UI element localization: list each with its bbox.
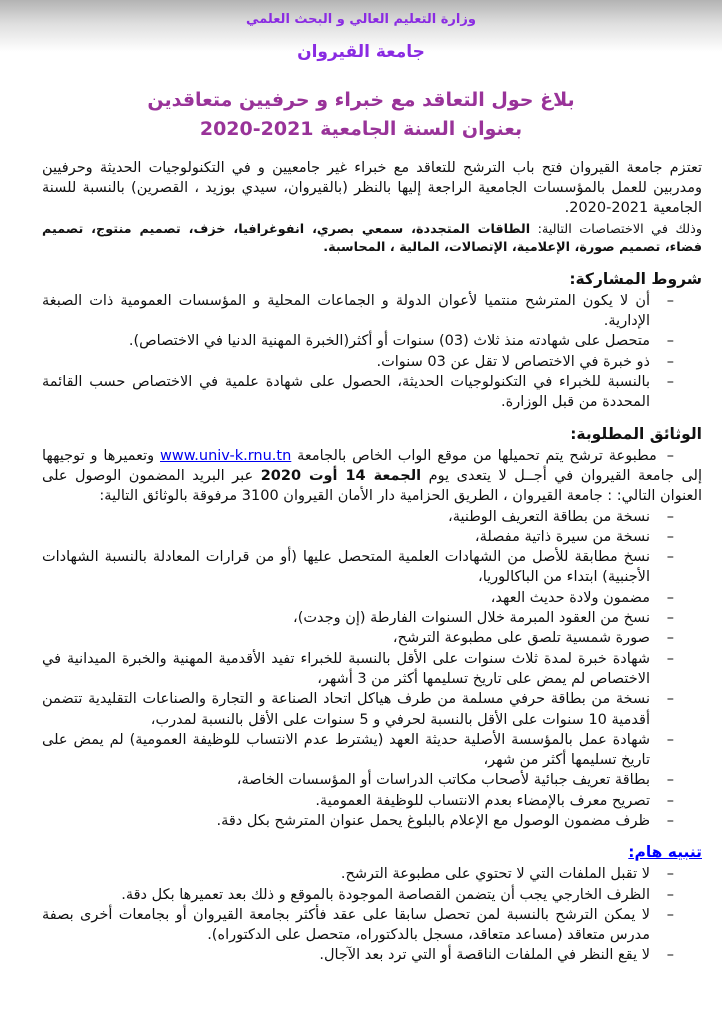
university-website-link[interactable]: www.univ-k.rnu.tn bbox=[160, 447, 292, 464]
specialties-line bbox=[42, 221, 702, 258]
conditions-list bbox=[42, 291, 702, 413]
specialties-prefix: وذلك في الاختصاصات التالية: bbox=[530, 221, 703, 237]
form-download-text: مطبوعة ترشح يتم تحميلها من موقع الواب الخاص بالجامعة bbox=[291, 447, 657, 464]
notice-heading: تنبيه هام: bbox=[628, 843, 702, 862]
conditions-section bbox=[42, 270, 702, 413]
document-item: – نسخة من بطاقة حرفي مسلمة من طرف هياكل اتحاد الصناعة و التجارة والصناعات التقليدية تتضمن أقدمية 10 سنوات على الأقل بالنسبة لحرفي و 5 سنوات على الأقل بالنسبة لمدرب، bbox=[42, 689, 676, 730]
notice-item: – لا يمكن الترشح بالنسبة لمن تحصل سابقا على عقد فأكثر بجامعة القيروان أو بجامعات أخرى بصفة مدرس متعاقد (مساعد متعاقد، مسجل بالدكتوراه، متحصل على الدكتوراه). bbox=[42, 905, 676, 946]
document-item: – تصريح معرف بالإمضاء بعدم الانتساب للوظيفة العمومية. bbox=[42, 791, 676, 811]
document-item-application-form bbox=[42, 446, 702, 507]
documents-heading: الوثائق المطلوبة: bbox=[570, 424, 702, 443]
announcement-title bbox=[0, 86, 722, 145]
form-address-text: عبر البريد المضمون الوصول على العنوان التالي: : جامعة القيروان ، الطريق الحزامية دار الأمان القيروان 3100 مرفوقة بالوثائق التالية: bbox=[42, 467, 702, 505]
document-item: – بطاقة تعريف جبائية لأصحاب مكاتب الدراسات أو المؤسسات الخاصة، bbox=[42, 770, 676, 790]
document-item: – نسخة من سيرة ذاتية مفصلة، bbox=[42, 527, 676, 547]
document-item: – ظرف مضمون الوصول مع الإعلام بالبلوغ يحمل عنوان المترشح بكل دقة. bbox=[42, 811, 676, 831]
condition-item: – متحصل على شهادته منذ ثلاث (03) سنوات أو أكثر(الخبرة المهنية الدنيا في الاختصاص). bbox=[42, 331, 676, 351]
document-item: – شهادة عمل بالمؤسسة الأصلية حديثة العهد (يشترط عدم الانتساب للوظيفة العمومية) لم يمض على تاريخ تسليمها أكثر من شهر، bbox=[42, 730, 676, 771]
university-title: جامعة القيروان bbox=[297, 42, 425, 62]
document-body bbox=[0, 145, 722, 966]
specialties-list: الطاقات المتجددة، سمعي بصري، انفوغرافيا، خزف، تصميم منتوج، تصميم فضاء، تصميم صورة، الإعلامية، الإتصالات، المالية ، المحاسبة. bbox=[42, 221, 702, 256]
intro-paragraph: تعتزم جامعة القيروان فتح باب الترشح للتعاقد مع خبراء غير جامعيين و في التكنولوجيات الحديثة وحرفيين ومدربين للعمل بالمؤسسات الجامعية الراجعة إليها بالنظر (بالقيروان، سيدي بوزيد ، القصرين) بالنسبة للسنة الجامعية 2021-2020. bbox=[42, 159, 702, 217]
condition-item: – بالنسبة للخبراء في التكنولوجيات الحديثة، الحصول على شهادة علمية في الاختصاص حسب القائمة المحددة من قبل الوزارة. bbox=[42, 372, 676, 413]
notice-item: – الظرف الخارجي يجب أن يتضمن القصاصة الموجودة بالموقع و ذلك بعد تعميرها بكل دقة. bbox=[42, 885, 676, 905]
condition-item: – أن لا يكون المترشح منتميا لأعوان الدولة و الجماعات المحلية و المؤسسات العمومية ذات الصبغة الإدارية. bbox=[42, 291, 676, 332]
notice-item: – لا يقع النظر في الملفات الناقصة أو التي ترد بعد الآجال. bbox=[42, 945, 676, 965]
dash-bullet: – bbox=[666, 447, 674, 464]
title-line-1: بلاغ حول التعاقد مع خبراء و حرفيين متعاقدين bbox=[147, 89, 575, 111]
document-header bbox=[0, 0, 722, 145]
notice-section bbox=[42, 843, 702, 965]
ministry-title: وزارة التعليم العالي و البحث العلمي bbox=[246, 12, 476, 27]
deadline-date: الجمعة 14 أوت 2020 bbox=[260, 467, 422, 484]
document-item: – صورة شمسية تلصق على مطبوعة الترشح، bbox=[42, 628, 676, 648]
document-item: – مضمون ولادة حديث العهد، bbox=[42, 588, 676, 608]
document-item: – شهادة خبرة لمدة ثلاث سنوات على الأقل بالنسبة للخبراء تفيد الأقدمية المهنية والخبرة الميدانية في الاختصاص لم يمض على تاريخ تسليمها أكثر من 3 أشهر، bbox=[42, 649, 676, 690]
condition-item: – ذو خبرة في الاختصاص لا تقل عن 03 سنوات. bbox=[42, 352, 676, 372]
documents-list bbox=[42, 507, 702, 832]
document-item: – نسخ من العقود المبرمة خلال السنوات الفارطة (إن وجدت)، bbox=[42, 608, 676, 628]
conditions-heading: شروط المشاركة: bbox=[569, 269, 702, 288]
document-item: – نسخة من بطاقة التعريف الوطنية، bbox=[42, 507, 676, 527]
title-line-2: بعنوان السنة الجامعية 2021-2020 bbox=[199, 118, 523, 141]
form-submit-text: وتعميرها و توجيهها إلى جامعة القيروان في أجــل لا يتعدى يوم bbox=[42, 447, 702, 484]
notice-list bbox=[42, 864, 702, 965]
notice-item: – لا تقبل الملفات التي لا تحتوي على مطبوعة الترشح. bbox=[42, 864, 676, 884]
documents-section bbox=[42, 425, 702, 832]
document-item: – نسخ مطابقة للأصل من الشهادات العلمية المتحصل عليها (أو من قرارات المعادلة بالنسبة الشهادات الأجنبية) ابتداء من الباكالوريا، bbox=[42, 547, 676, 588]
